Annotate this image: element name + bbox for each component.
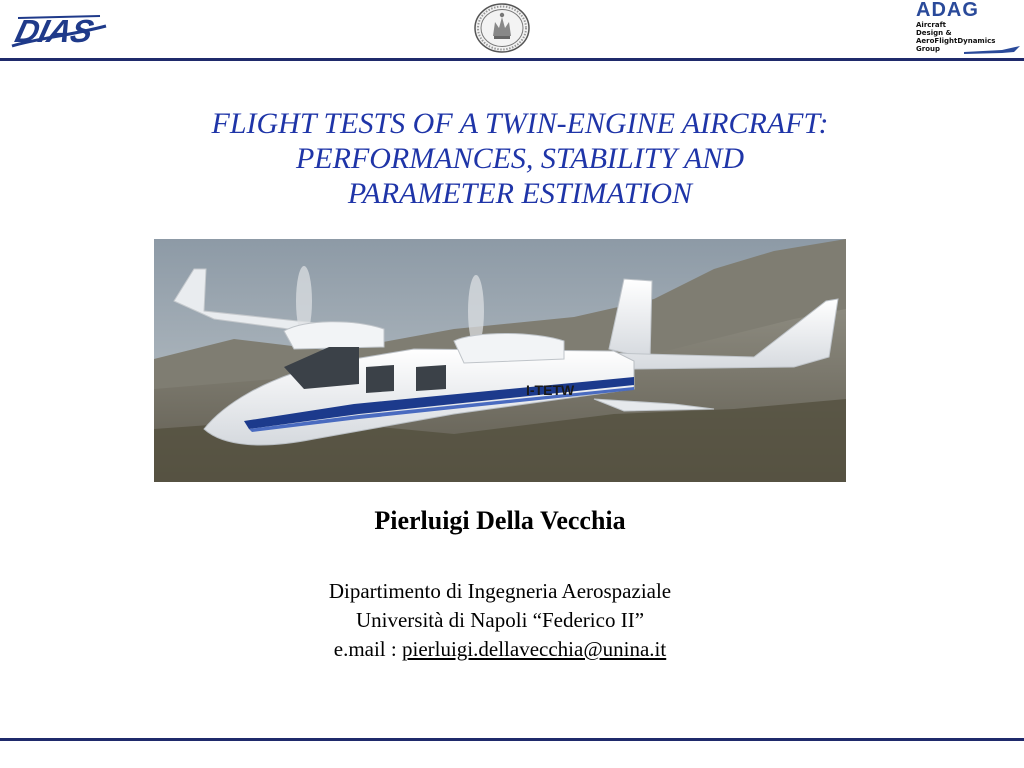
dias-logo-text: DIAS	[11, 13, 98, 49]
adag-plane-icon	[962, 44, 1022, 58]
university-seal-icon	[473, 2, 531, 54]
adag-logo-title: ADAG	[916, 0, 979, 21]
author-name: Pierluigi Della Vecchia	[374, 506, 626, 535]
adag-line-4: Group	[916, 45, 941, 53]
dias-logo-icon	[8, 8, 108, 52]
adag-line-3: AeroFlightDynamics	[916, 37, 996, 45]
title-line-1: FLIGHT TESTS OF A TWIN-ENGINE AIRCRAFT:	[211, 107, 829, 140]
adag-logo	[912, 0, 1024, 58]
aircraft-registration: I-TETW	[526, 382, 575, 398]
title-line-3: PARAMETER ESTIMATION	[347, 177, 693, 210]
adag-line-1: Aircraft	[916, 21, 946, 29]
footer-rule	[0, 738, 1024, 741]
header-rule	[0, 58, 1024, 61]
adag-line-2: Design &	[916, 29, 952, 37]
email-link[interactable]: pierluigi.dellavecchia@unina.it	[401, 637, 667, 661]
twin-engine-aircraft-photo	[154, 239, 846, 482]
department-text: Dipartimento di Ingegneria Aerospaziale	[328, 579, 672, 603]
affiliation-block	[0, 577, 1000, 664]
email-line	[0, 635, 1000, 664]
email-label: e.mail :	[333, 637, 402, 661]
title-line-2: PERFORMANCES, STABILITY AND	[295, 142, 745, 175]
slide-title	[80, 106, 960, 211]
university-text: Università di Napoli “Federico II”	[355, 608, 645, 632]
